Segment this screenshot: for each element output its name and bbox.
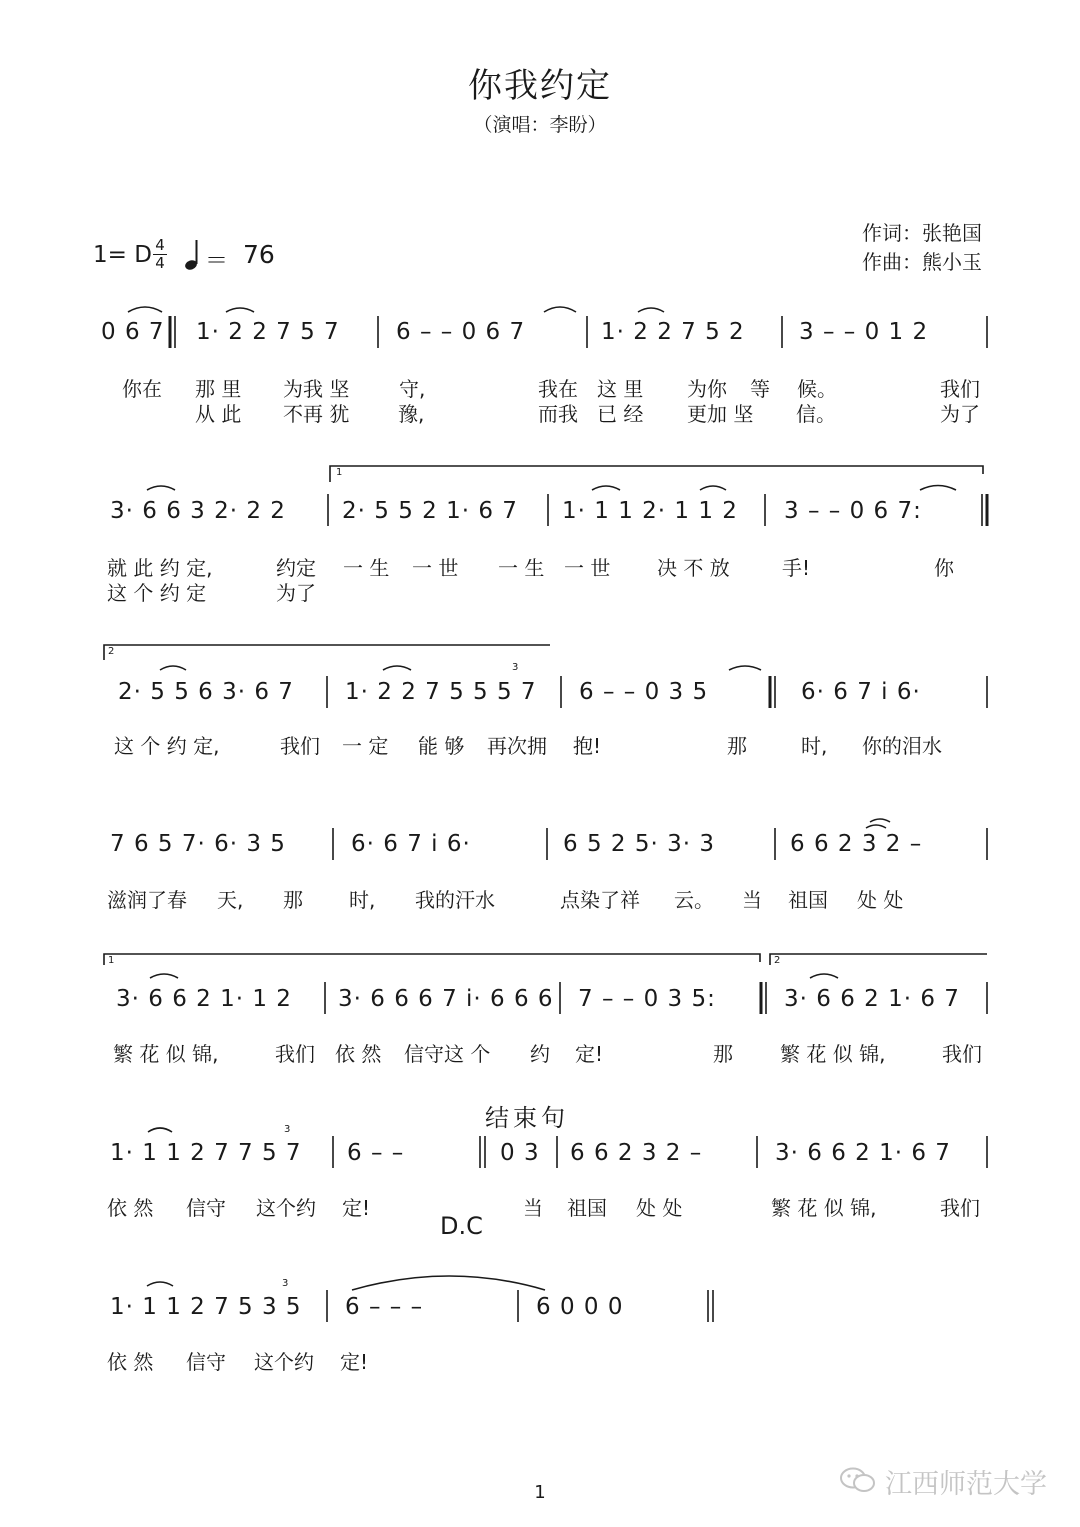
notation-row-6 [0, 1139, 1080, 1167]
lyrics-row-1-verse-1 [0, 376, 1080, 402]
lyric: 你在 [122, 377, 162, 401]
measure: 6 0 0 0 [536, 1294, 624, 1320]
time-signature-bottom: 4 [155, 254, 165, 272]
volta-label-1: 1 [336, 467, 343, 478]
lyric: 时, [349, 888, 376, 912]
lyric: 等 [750, 377, 770, 401]
measure: 6· 6 7 i 6· [801, 679, 921, 705]
lyric: 决 不 放 [657, 556, 730, 580]
lyric: 约定 [276, 556, 316, 580]
lyric: 当 [523, 1196, 543, 1220]
measure: 0 3 [500, 1140, 540, 1166]
measure: 7 6 5 7· 6· 3 5 [110, 831, 286, 857]
triplet-mark: 3 [282, 1278, 289, 1289]
lyric: 从 此 [195, 402, 242, 426]
lyric: 这 里 [597, 377, 644, 401]
lyric: 定! [340, 1350, 369, 1374]
lyric: 我们 [280, 734, 320, 758]
lyric: 祖国 [567, 1196, 607, 1220]
measure: 0 6 7 [101, 319, 165, 345]
lyric: 那 [713, 1042, 733, 1066]
measure: 2· 5 5 2 1· 6 7 [342, 498, 518, 524]
volta-label-1b: 1 [108, 955, 115, 966]
lyric: 我们 [275, 1042, 315, 1066]
lyric: 而我 [538, 402, 578, 426]
measure: 3 – – 0 1 2 [799, 319, 929, 345]
lyric: 手! [782, 556, 811, 580]
measure: 6 – – 0 3 5 [579, 679, 709, 705]
lyric: 繁 花 似 锦, [780, 1042, 886, 1066]
measure: 6 5 2 5· 3· 3 [563, 831, 715, 857]
da-capo-mark: D.C [440, 1212, 483, 1240]
lyric: 信守 [186, 1350, 226, 1374]
lyric: 处 处 [636, 1196, 683, 1220]
measure: 3 – – 0 6 7: [784, 498, 922, 524]
composer-credit: 作曲：熊小玉 [862, 250, 982, 274]
measure: 2· 5 5 6 3· 6 7 [118, 679, 294, 705]
key-signature: 1= D [93, 242, 152, 268]
notation-row-1 [0, 318, 1080, 346]
measure: 1· 2 2 7 5 7 [196, 319, 340, 345]
lyric: 信守 [186, 1196, 226, 1220]
song-title: 你我约定 [468, 66, 612, 106]
lyric: 定! [575, 1042, 604, 1066]
lyric: 信守这 个 [404, 1042, 491, 1066]
measure: 6 – – [347, 1140, 405, 1166]
tempo-equals: ＝ [205, 248, 228, 274]
time-signature-top: 4 [155, 236, 165, 254]
lyric: 一 世 [564, 556, 611, 580]
lyric: 一 生 [498, 556, 545, 580]
lyric: 就 此 约 定, [107, 556, 213, 580]
notation-row-5 [0, 985, 1080, 1013]
lyric: 我们 [940, 1196, 980, 1220]
lyric: 不再 犹 [283, 402, 350, 426]
lyric: 点染了祥 [560, 888, 640, 912]
lyric: 定! [342, 1196, 371, 1220]
measure: 1· 1 1 2· 1 1 2 [562, 498, 738, 524]
lyric: 云。 [674, 888, 714, 912]
lyric: 天, [217, 888, 244, 912]
notation-row-2 [0, 497, 1080, 525]
lyric: 一 定 [342, 734, 389, 758]
lyric: 时, [801, 734, 828, 758]
lyric: 为了 [276, 581, 316, 605]
lyric: 滋润了春 [107, 888, 187, 912]
lyrics-row-2-verse-2 [0, 580, 1080, 606]
lyric: 那 [283, 888, 303, 912]
lyric: 你的泪水 [862, 734, 942, 758]
measure: 7 – – 0 3 5: [578, 986, 716, 1012]
measure: 6 6 2 3 2 – [790, 831, 923, 857]
lyrics-row-1-verse-2 [0, 401, 1080, 427]
lyric: 那 [727, 734, 747, 758]
lyrics-row-5 [0, 1041, 1080, 1067]
page-number: 1 [534, 1482, 546, 1503]
measure: 6 6 2 3 2 – [570, 1140, 703, 1166]
lyric: 那 里 [195, 377, 242, 401]
measure: 3· 6 6 6 7 i· 6 6 6 [338, 986, 554, 1012]
lyric: 候。 [797, 377, 837, 401]
lyric: 依 然 [107, 1350, 154, 1374]
lyric: 我在 [538, 377, 578, 401]
triplet-mark: 3 [512, 662, 519, 673]
measure: 1· 2 2 7 5 5 5 7 [345, 679, 537, 705]
measure: 1· 1 1 2 7 7 5 7 [110, 1140, 302, 1166]
lyric: 我的汗水 [415, 888, 495, 912]
lyric: 这 个 约 定, [114, 734, 220, 758]
lyricist-credit: 作词：张艳国 [862, 221, 982, 245]
lyric: 约 [530, 1042, 550, 1066]
lyric: 这个约 [256, 1196, 316, 1220]
lyric: 抱! [573, 734, 602, 758]
notation-row-7 [0, 1293, 1080, 1321]
lyric: 守, [399, 377, 426, 401]
lyric: 繁 花 似 锦, [113, 1042, 219, 1066]
lyrics-row-7 [0, 1349, 1080, 1375]
lyric: 处 处 [857, 888, 904, 912]
lyrics-row-2-verse-1 [0, 555, 1080, 581]
notation-row-3 [0, 678, 1080, 706]
volta-label-2: 2 [108, 646, 115, 657]
lyric: 你 [934, 556, 954, 580]
lyric: 当 [742, 888, 762, 912]
lyric: 一 世 [412, 556, 459, 580]
lyric: 这 个 约 定 [107, 581, 207, 605]
lyric: 依 然 [107, 1196, 154, 1220]
lyric: 再次拥 [487, 734, 547, 758]
lyric: 这个约 [254, 1350, 314, 1374]
lyric: 已 经 [597, 402, 644, 426]
measure: 6· 6 7 i 6· [351, 831, 471, 857]
measure: 3· 6 6 2 1· 1 2 [116, 986, 292, 1012]
lyric: 我们 [942, 1042, 982, 1066]
measure: 6 – – – [345, 1294, 424, 1320]
lyric: 更加 坚 [687, 402, 754, 426]
lyric: 为你 [687, 377, 727, 401]
lyric: 一 生 [343, 556, 390, 580]
measure: 1· 1 1 2 7 5 3 5 [110, 1294, 302, 1320]
notation-row-4 [0, 830, 1080, 858]
singer-credit: （演唱：李盼） [473, 114, 607, 136]
measure: 6 – – 0 6 7 [396, 319, 526, 345]
lyric: 为我 坚 [283, 377, 350, 401]
lyric: 为了 [940, 402, 980, 426]
tempo-value: 76 [243, 240, 275, 269]
measure: 3· 6 6 2 1· 6 7 [784, 986, 960, 1012]
triplet-mark: 3 [284, 1124, 291, 1135]
lyric: 我们 [940, 377, 980, 401]
lyrics-row-3 [0, 733, 1080, 759]
lyric: 豫, [398, 402, 425, 426]
lyric: 信。 [796, 402, 836, 426]
lyrics-row-4 [0, 887, 1080, 913]
watermark: 江西师范大学 [885, 1469, 1047, 1500]
lyric: 繁 花 似 锦, [771, 1196, 877, 1220]
volta-label-2b: 2 [774, 955, 781, 966]
lyric: 祖国 [788, 888, 828, 912]
measure: 3· 6 6 2 1· 6 7 [775, 1140, 951, 1166]
ending-section-title: 结束句 [485, 1104, 569, 1132]
lyric: 能 够 [418, 734, 465, 758]
lyric: 依 然 [335, 1042, 382, 1066]
measure: 3· 6 6 3 2· 2 2 [110, 498, 286, 524]
measure: 1· 2 2 7 5 2 [601, 319, 745, 345]
lyrics-row-6 [0, 1195, 1080, 1221]
